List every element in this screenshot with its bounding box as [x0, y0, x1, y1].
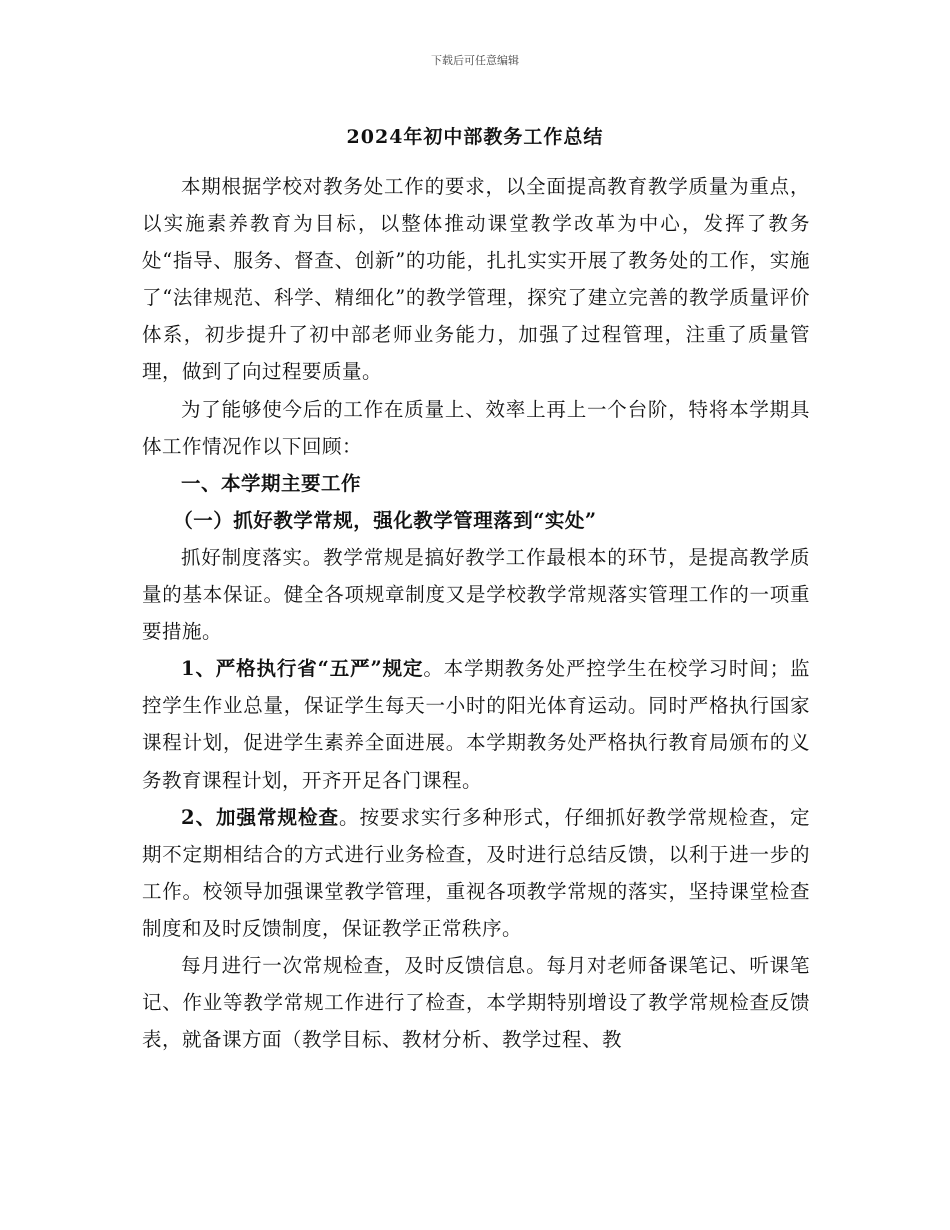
body-five-strict-rules: 。本学期教务处严控学生在校学习时间；监控学生作业总量，保证学生每天一小时的阳光体育运动。同时严格执行国家课程计划，促进学生素养全面进展。本学期教务处严格执行教育局颁布的义务教育课程计划，开齐开足各门课程。 — [142, 657, 810, 792]
section-heading-main-work: 一、本学期主要工作 — [181, 471, 362, 495]
document-title: 2024年初中部教务工作总结 — [346, 126, 604, 148]
lead-routine-inspection: 2、加强常规检查 — [181, 805, 340, 829]
page-header: 下载后可任意编辑 — [431, 54, 519, 67]
body-routine-inspection: 。按要求实行多种形式，仔细抓好教学常规检查，定期不定期相结合的方式进行业务检查，及时进行总结反馈，以利于进一步的工作。校领导加强课堂教学管理，重视各项教学常规的落实，坚持课堂检查制度和及时反馈制度，保证教学正常秩序。 — [142, 805, 810, 940]
paragraph-five-strict-rules — [142, 650, 810, 798]
lead-five-strict-rules: 1、严格执行省“五严”规定 — [181, 657, 424, 681]
paragraph-monthly-check: 每月进行一次常规检查，及时反馈信息。每月对老师备课笔记、听课笔记、作业等教学常规工作进行了检查，本学期特别增设了教学常规检查反馈表，就备课方面（教学目标、教材分析、教学过程、教 — [142, 953, 810, 1052]
paragraph-routine-inspection — [142, 799, 810, 947]
document-body — [142, 168, 810, 1058]
paragraph-review: 为了能够使今后的工作在质量上、效率上再上一个台阶，特将本学期具体工作情况作以下回顾： — [142, 397, 810, 458]
paragraph-system-implementation: 抓好制度落实。教学常规是搞好教学工作最根本的环节，是提高教学质量的基本保证。健全各项规章制度又是学校教学常规落实管理工作的一项重要措施。 — [142, 545, 810, 644]
subsection-heading-teaching-routine: （一）抓好教学常规，强化教学管理落到“实处” — [173, 508, 597, 532]
paragraph-intro: 本期根据学校对教务处工作的要求，以全面提高教育教学质量为重点，以实施素养教育为目标，以整体推动课堂教学改革为中心，发挥了教务处“指导、服务、督查、创新”的功能，扎扎实实开展了教务处的工作，实施了“法律规范、科学、精细化”的教学管理，探究了建立完善的教学质量评价体系，初步提升了初中部老师业务能力，加强了过程管理，注重了质量管理，做到了向过程要质量。 — [142, 175, 810, 384]
